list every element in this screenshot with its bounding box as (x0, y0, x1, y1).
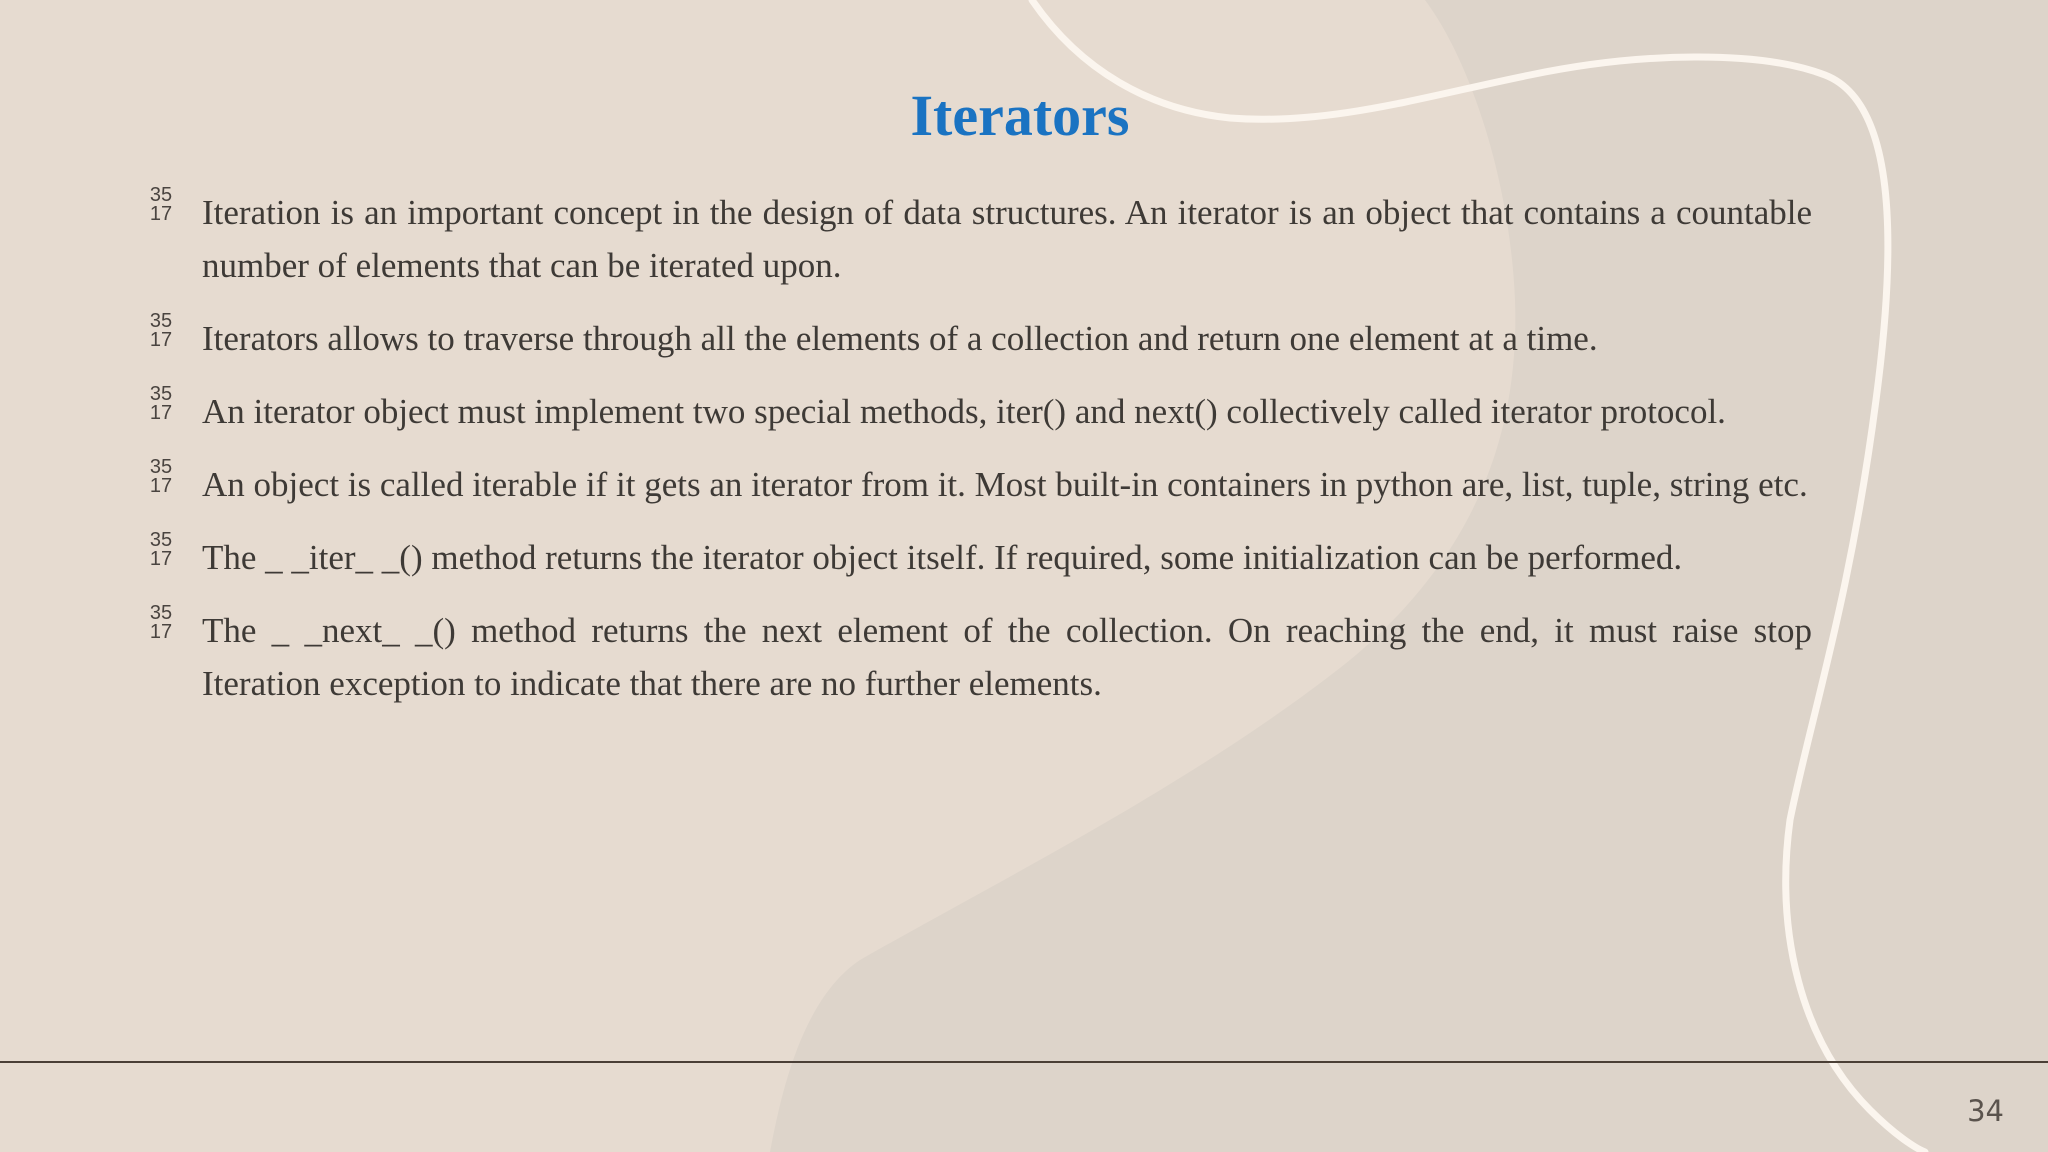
bullet-marker-top: 35 (149, 456, 173, 478)
bullet-list (140, 186, 1812, 730)
bullet-marker-top: 35 (149, 602, 173, 624)
bullet-marker-top: 35 (149, 383, 173, 405)
bullet-marker-bottom: 17 (149, 203, 173, 225)
bullet-text: Iteration is an important concept in the design of data structures. An iterator is an object that contains a countable number of elements that can be iterated upon. (202, 193, 1812, 285)
bullet-marker-icon (146, 531, 176, 569)
bullet-item (140, 604, 1812, 710)
bullet-text: The _ _iter_ _() method returns the iterator object itself. If required, some initialization can be performed. (202, 538, 1683, 577)
bullet-text: An object is called iterable if it gets an iterator from it. Most built-in containers in python are, list, tuple, string etc. (202, 465, 1808, 504)
bullet-marker-icon (146, 458, 176, 496)
bullet-text: An iterator object must implement two special methods, iter() and next() collectively called iterator protocol. (202, 392, 1726, 431)
bullet-marker-bottom: 17 (149, 402, 173, 424)
page-number: 34 (1967, 1094, 2004, 1128)
footer-divider (0, 1061, 2048, 1063)
bullet-marker-bottom: 17 (149, 621, 173, 643)
bullet-item (140, 312, 1812, 365)
bullet-marker-icon (146, 385, 176, 423)
slide-title: Iterators (910, 83, 1130, 148)
bullet-marker-icon (146, 312, 176, 350)
bullet-marker-icon (146, 186, 176, 224)
bullet-marker-bottom: 17 (149, 475, 173, 497)
bullet-marker-icon (146, 604, 176, 642)
bullet-item (140, 186, 1812, 292)
bullet-marker-top: 35 (149, 310, 173, 332)
bullet-text: Iterators allows to traverse through all the elements of a collection and return one element at a time. (202, 319, 1598, 358)
bullet-item (140, 385, 1812, 438)
bullet-text: The _ _next_ _() method returns the next element of the collection. On reaching the end, it must raise stop Iteration exception to indicate that there are no further elements. (202, 611, 1812, 703)
bullet-marker-bottom: 17 (149, 329, 173, 351)
bullet-marker-bottom: 17 (149, 548, 173, 570)
bullet-marker-top: 35 (149, 184, 173, 206)
bullet-item (140, 458, 1812, 511)
bullet-item (140, 531, 1812, 584)
bullet-marker-top: 35 (149, 529, 173, 551)
